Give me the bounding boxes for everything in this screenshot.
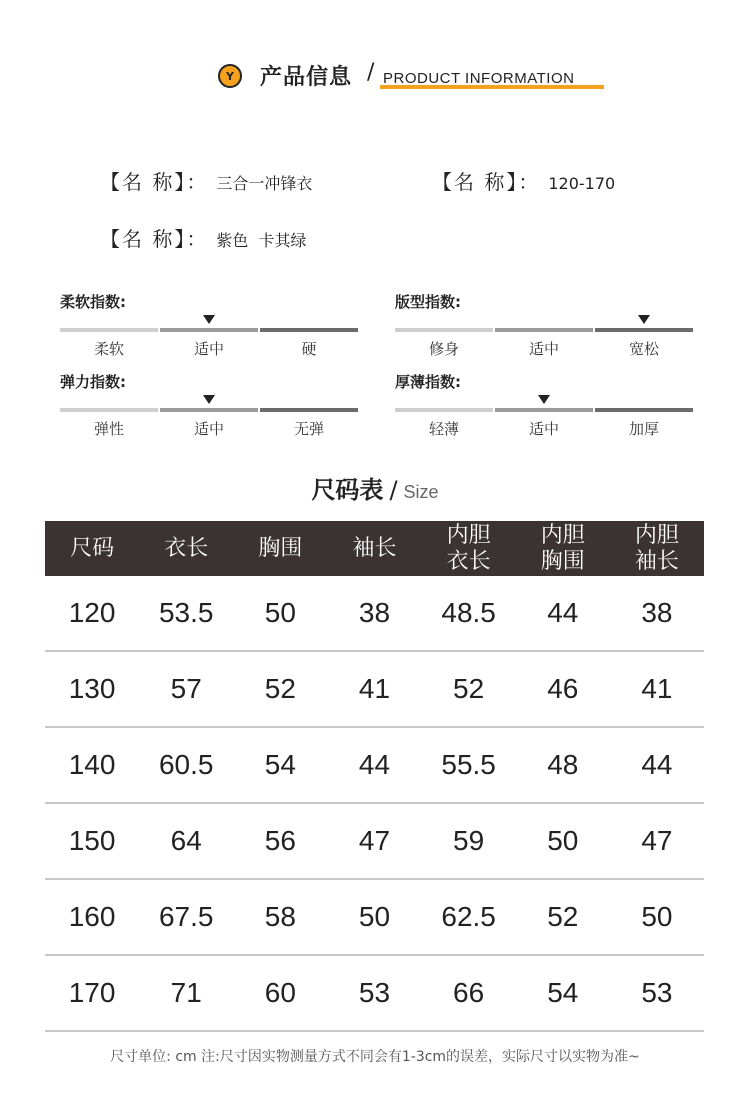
table-cell: 60 [233,955,327,1031]
table-cell: 50 [233,576,327,651]
table-cell: 48 [516,727,610,803]
table-row [45,576,704,651]
size-title-cn: 尺码表 [311,476,384,504]
scale-bar-segment [495,328,593,332]
scale-level-label: 宽松 [628,340,659,358]
column-header: 尺码 [45,521,139,576]
scale-bar-segment [595,328,693,332]
scale-level-label: 弹性 [93,420,124,438]
size-table-body [45,576,704,1031]
table-cell: 55.5 [422,727,516,803]
info-value: 三合一冲锋衣 [216,174,313,193]
section-title-cn: 产品信息 [260,65,353,90]
scale-level-label: 轻薄 [428,420,459,438]
table-cell: 71 [139,955,233,1031]
info-value: 120-170 [548,174,616,193]
table-cell: 54 [516,955,610,1031]
scale-level-label: 加厚 [628,420,659,438]
table-cell: 120 [45,576,139,651]
fit-index [395,291,695,361]
size-table [45,521,704,1032]
table-cell: 67.5 [139,879,233,955]
scale-bar-segment [60,328,158,332]
column-header: 内胆 胸围 [516,521,610,576]
scale-title: 厚薄指数: [395,373,461,391]
table-cell: 44 [610,727,704,803]
table-cell: 59 [422,803,516,879]
table-cell: 47 [327,803,421,879]
table-cell: 52 [516,879,610,955]
table-cell: 41 [327,651,421,727]
scale-title: 版型指数: [395,293,461,311]
size-chart-title [0,470,750,505]
table-cell: 41 [610,651,704,727]
table-cell: 160 [45,879,139,955]
brand-logo-icon [218,64,242,88]
scale-bar-segment [595,408,693,412]
table-cell: 44 [516,576,610,651]
info-label: 【名 称】： [432,170,541,194]
column-header: 衣长 [139,521,233,576]
table-cell: 140 [45,727,139,803]
scale-bar-segment [395,408,493,412]
table-cell: 150 [45,803,139,879]
scale-level-label: 硬 [301,340,317,358]
column-header: 内胆 衣长 [422,521,516,576]
table-cell: 54 [233,727,327,803]
table-cell: 46 [516,651,610,727]
scale-title: 弹力指数: [60,373,126,391]
scale-bar-segment [495,408,593,412]
table-cell: 52 [422,651,516,727]
scale-level-label: 适中 [193,420,224,438]
title-slash: / [367,60,375,85]
info-label: 【名 称】： [100,170,209,194]
scale-level-label: 适中 [528,340,559,358]
table-cell: 38 [327,576,421,651]
info-value: 紫色 卡其绿 [216,231,307,250]
column-header: 内胆 袖长 [610,521,704,576]
scale-level-label: 修身 [428,340,459,358]
softness-index [60,291,360,361]
column-header: 袖长 [327,521,421,576]
scale-level-label: 无弹 [293,420,324,438]
info-size-range [432,166,615,195]
scale-bar-segment [160,328,258,332]
scale-level-label: 适中 [528,420,559,438]
table-cell: 44 [327,727,421,803]
elasticity-index [60,371,360,441]
measurement-note: 尺寸单位: cm 注:尺寸因实物测量方式不同会有1-3cm的误差，实际尺寸以实物为准~ [110,1049,640,1065]
table-cell: 56 [233,803,327,879]
column-header: 胸围 [233,521,327,576]
selected-level-marker-icon [638,315,650,324]
section-header [0,0,750,110]
table-cell: 50 [327,879,421,955]
table-cell: 64 [139,803,233,879]
info-colors [100,223,307,252]
table-row [45,727,704,803]
info-name [100,166,312,195]
thickness-index [395,371,695,441]
table-cell: 52 [233,651,327,727]
selected-level-marker-icon [203,315,215,324]
table-row [45,879,704,955]
table-row [45,651,704,727]
selected-level-marker-icon [203,395,215,404]
table-cell: 53 [610,955,704,1031]
table-cell: 60.5 [139,727,233,803]
table-cell: 170 [45,955,139,1031]
table-row [45,955,704,1031]
scale-level-label: 适中 [193,340,224,358]
table-cell: 130 [45,651,139,727]
table-cell: 53.5 [139,576,233,651]
size-title-en: Size [403,482,439,502]
table-cell: 47 [610,803,704,879]
scale-title: 柔软指数: [60,293,126,311]
size-table-header [45,521,704,576]
table-cell: 38 [610,576,704,651]
table-cell: 57 [139,651,233,727]
section-title-en: PRODUCT INFORMATION [383,70,575,87]
table-cell: 66 [422,955,516,1031]
table-cell: 62.5 [422,879,516,955]
scale-bar-segment [260,328,358,332]
scale-bar-segment [260,408,358,412]
table-cell: 50 [516,803,610,879]
table-cell: 48.5 [422,576,516,651]
info-label: 【名 称】： [100,227,209,251]
scale-bar-segment [395,328,493,332]
scale-bar-segment [160,408,258,412]
logo-letter: Y [226,69,234,83]
table-row [45,803,704,879]
table-cell: 58 [233,879,327,955]
table-cell: 53 [327,955,421,1031]
scale-level-label: 柔软 [93,340,124,358]
scale-bar-segment [60,408,158,412]
table-cell: 50 [610,879,704,955]
selected-level-marker-icon [538,395,550,404]
size-title-slash: / [389,476,398,504]
